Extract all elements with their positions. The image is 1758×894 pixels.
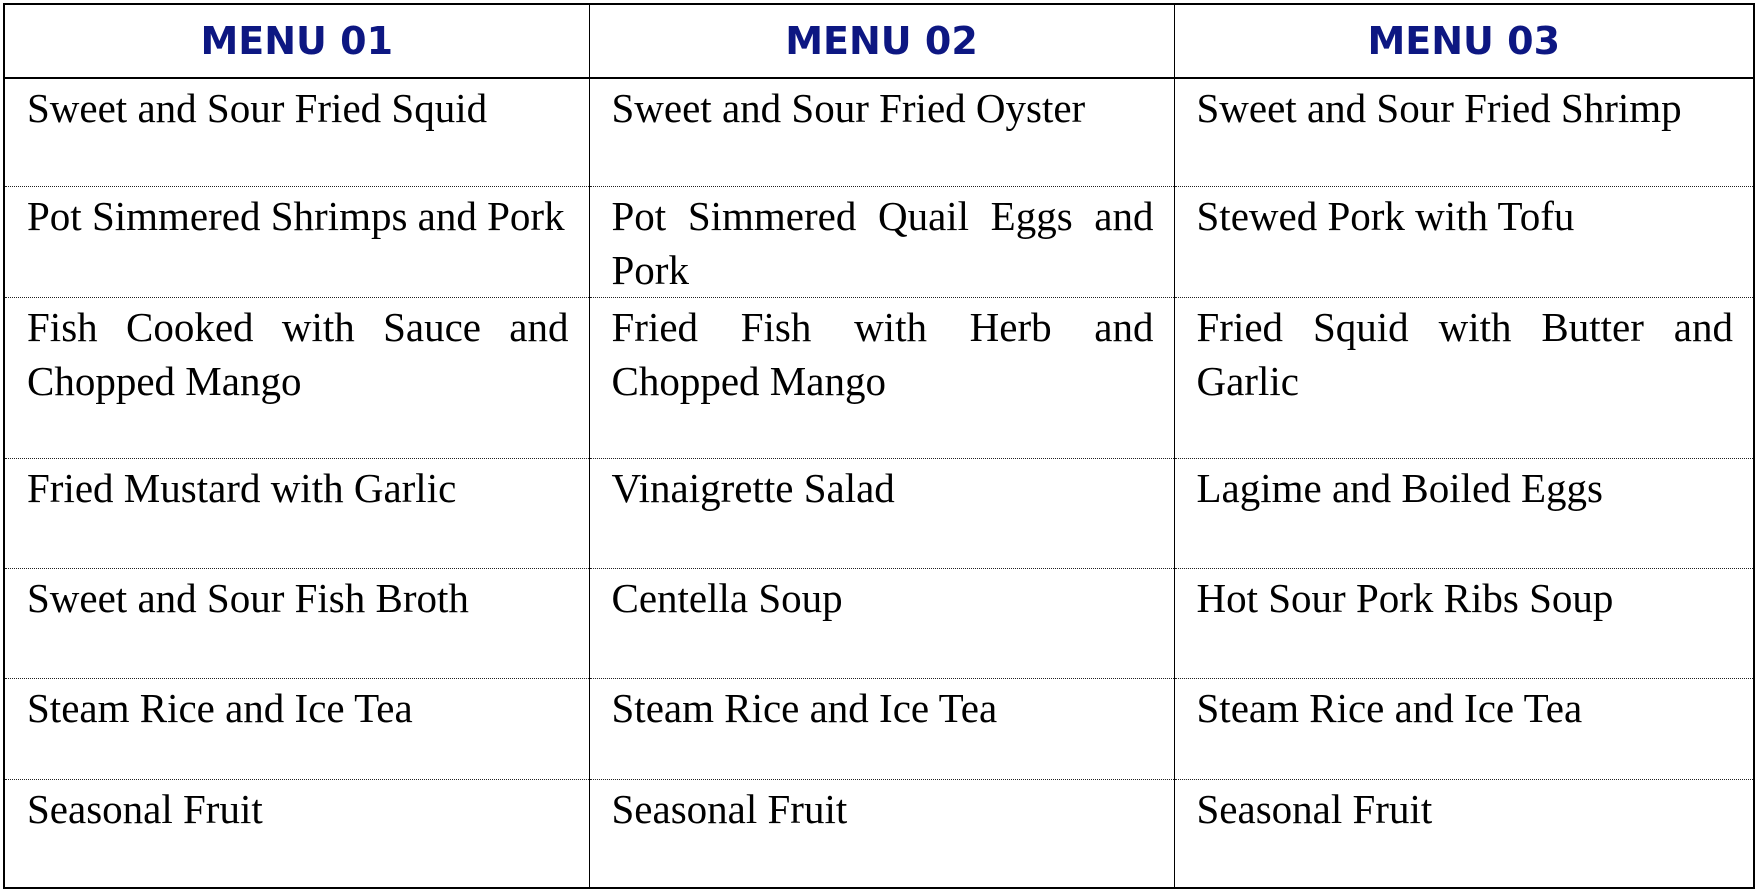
menu-item: Steam Rice and Ice Tea	[1174, 679, 1754, 780]
menu-02-header: MENU 02	[589, 4, 1174, 78]
table-row	[4, 78, 1754, 186]
table-row	[4, 297, 1754, 458]
menu-item: Lagime and Boiled Eggs	[1174, 458, 1754, 568]
table-row	[4, 569, 1754, 679]
menu-item: Seasonal Fruit	[1174, 780, 1754, 888]
menu-item: Fried Squid with Butter and Garlic	[1174, 297, 1754, 458]
menu-01-header: MENU 01	[4, 4, 589, 78]
menu-item: Sweet and Sour Fried Oyster	[589, 78, 1174, 186]
menu-item: Sweet and Sour Fried Shrimp	[1174, 78, 1754, 186]
table-row	[4, 186, 1754, 297]
table-row	[4, 780, 1754, 888]
menu-item: Steam Rice and Ice Tea	[4, 679, 589, 780]
menu-item: Seasonal Fruit	[589, 780, 1174, 888]
menu-03-header: MENU 03	[1174, 4, 1754, 78]
menu-item: Centella Soup	[589, 569, 1174, 679]
menu-item: Stewed Pork with Tofu	[1174, 186, 1754, 297]
menu-item: Sweet and Sour Fried Squid	[4, 78, 589, 186]
menu-item: Pot Simmered Shrimps and Pork	[4, 186, 589, 297]
menu-item: Hot Sour Pork Ribs Soup	[1174, 569, 1754, 679]
header-row	[4, 4, 1754, 78]
menu-item: Fried Fish with Herb and Chopped Mango	[589, 297, 1174, 458]
table-row	[4, 679, 1754, 780]
menu-item: Sweet and Sour Fish Broth	[4, 569, 589, 679]
menu-table	[3, 3, 1755, 889]
menu-item: Fried Mustard with Garlic	[4, 458, 589, 568]
table-row	[4, 458, 1754, 568]
menu-item: Pot Simmered Quail Eggs and Pork	[589, 186, 1174, 297]
menu-item: Fish Cooked with Sauce and Chopped Mango	[4, 297, 589, 458]
menu-item: Steam Rice and Ice Tea	[589, 679, 1174, 780]
menu-item: Seasonal Fruit	[4, 780, 589, 888]
menu-item: Vinaigrette Salad	[589, 458, 1174, 568]
